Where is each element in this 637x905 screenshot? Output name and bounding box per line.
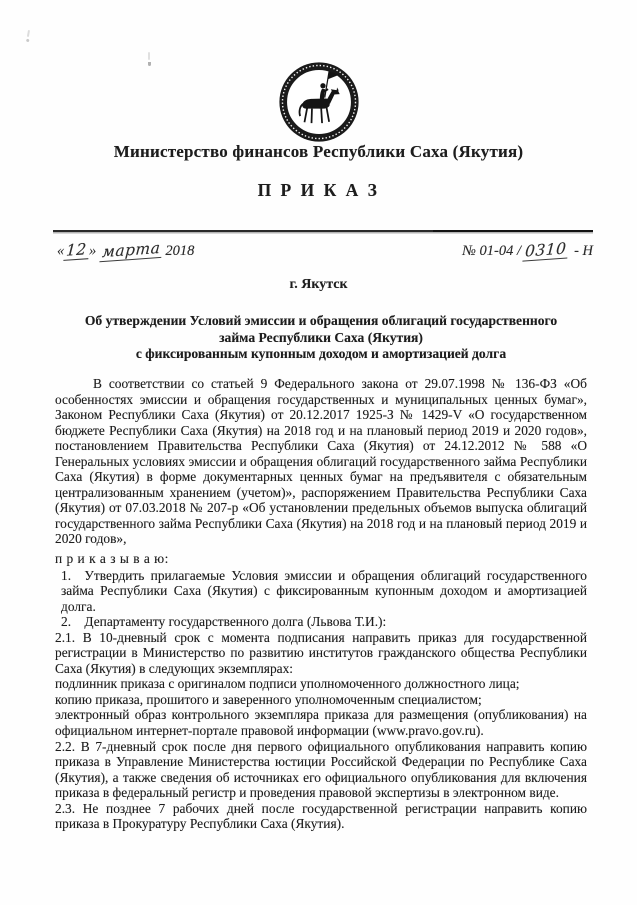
city-line: г. Якутск [289, 277, 348, 292]
scan-artifact-mark [26, 30, 31, 42]
preamble-paragraph: В соответствии со статьей 9 Федерального закона от 29.07.1998 № 136-ФЗ «Об особенностях эмиссии и обращения государственных и муниципальных ценных бумаг», Законом Республики Саха (Якутия) от 20.12.2017 1925-З № 1429-V «О государственном бюджете Республики Саха (Якутия) на 2018 год и на плановый период 2019 и 2020 годов», постановлением Правительства Республики Саха (Якутия) от 24.12.2012 № 588 «О Генеральных условиях эмиссии и обращения облигаций государственного займа Республики Саха (Якутия) в форме документарных ценных бумаг на предъявителя с обязательным централизованным хранением (учетом)», распоряжением Правительства Республики Саха (Якутия) от 07.03.2018 № 207-р «Об установлении предельных объемов выпуска облигаций государственного займа Республики Саха (Якутия) на 2018 год и на плановый период 2019 и 2020 годов», [55, 376, 587, 547]
order-item-2-2: 2.2. В 7-дневный срок после дня первого официального опубликования направить копию приказа в Управление Министерства юстиции Российской Федерации по Республике Саха (Якутия), а также сведения об источниках его официального опубликования для включения приказа в федеральный регистр и проведения правовой экспертизы в электронном виде. [55, 738, 587, 801]
subject-line: займа Республики Саха (Якутия) [219, 329, 423, 345]
quote-close: » [88, 243, 97, 259]
decree-word: п р и к а з ы в а ю: [55, 551, 169, 567]
date-line [57, 238, 195, 262]
scan-artifact-mark [148, 52, 151, 66]
subject-line: Об утверждении Условий эмиссии и обращения облигаций государственного [84, 313, 558, 328]
subject-title [60, 313, 582, 363]
order-item-2: 2. Департаменту государственного долга (Львова Т.И.): [61, 614, 387, 630]
list-item-original-copy: подлинник приказа с оригиналом подписи уполномоченного должностного лица; [55, 676, 520, 692]
order-body [55, 376, 587, 832]
subject-line: с фиксированным купонным доходом и амортизацией долга [135, 346, 507, 361]
meta-row [57, 238, 593, 262]
list-item-certified-copy: копию приказа, прошитого и заверенного уполномоченным специалистом; [55, 691, 482, 707]
header-divider [53, 230, 593, 232]
order-item-2-3: 2.3. Не позднее 7 рабочих дней после государственной регистрации направить копию приказа в Прокуратуру Республики Саха (Якутия). [55, 800, 587, 832]
handwritten-month: марта [99, 239, 163, 262]
quote-open: « [57, 243, 65, 259]
order-number-prefix: № 01-04 / [462, 243, 521, 259]
order-item-1: 1. Утвердить прилагаемые Условия эмиссии и обращения облигаций государственного займа Республики Саха (Якутия) с фиксированным купонным доходом и амортизацией долга. [61, 567, 587, 614]
order-number-suffix: - Н [574, 243, 593, 259]
order-number [462, 241, 593, 260]
date-year: 2018 [165, 243, 195, 259]
list-item-electronic-copy: электронный образ контрольного экземпляра приказа для размещения (опубликования) на официальном интернет-портале правовой информации (www.pravo.gov.ru). [55, 707, 587, 739]
order-item-2-1: 2.1. В 10-дневный срок с момента подписания направить приказ для государственной регистрации в Министерство по развитию институтов гражданского общества Республики Саха (Якутия) в следующих экземплярах: [55, 629, 587, 676]
handwritten-day: 12 [64, 240, 90, 261]
ministry-title: Министерство финансов Республики Саха (Якутия) [113, 142, 524, 161]
sakha-horseman-seal-icon [275, 57, 363, 147]
order-title: П Р И К А З [257, 180, 380, 200]
handwritten-number: 0310 [522, 239, 569, 261]
